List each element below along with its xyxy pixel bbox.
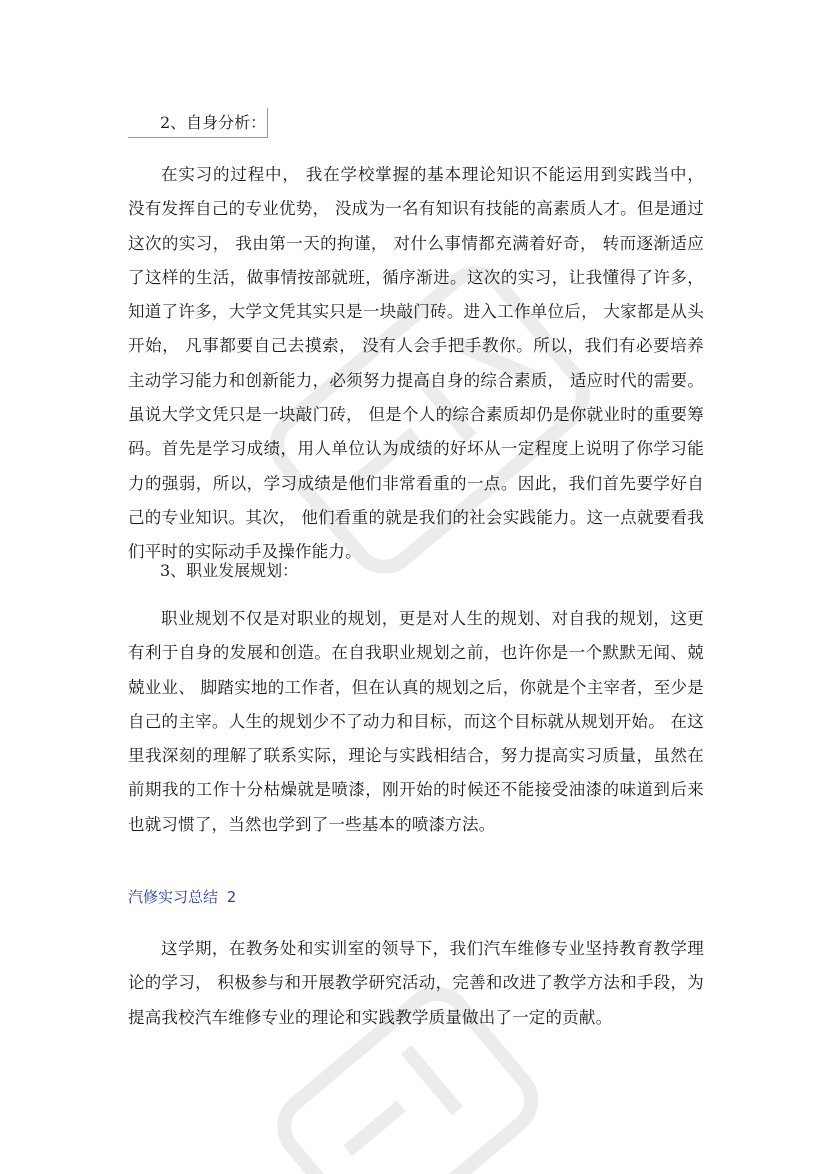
- section-heading-career-planning: 3、职业发展规划：: [160, 561, 299, 580]
- career-planning-paragraph: 职业规划不仅是对职业的规划，更是对人生的规划、对自我的规划，这更有利于自身的发展和创造。在自我职业规划之前，也许你是一个默默无闻、兢兢业业、 脚踏实地的工作者，但在认真的规划之后，你就是个主宰者，至少是自己的主宰。人生的规划少不了动力和目标，而这个目标就从规划开始。 在这里我深刻的理解了联系实际，理论与实践相结合，努力提高实习质量，虽然在前期我的工作十分枯燥就是喷漆，刚开始的时候还不能接受油漆的味道到后来也就习惯了，当然也学到了一些基本的喷漆方法。: [128, 609, 704, 834]
- summary-2-paragraph: 这学期，在教务处和实训室的领导下，我们汽车维修专业坚持教育教学理论的学习， 积极参与和开展教学研究活动，完善和改进了教学方法和手段，为提高我校汽车维修专业的理论和实践教学质量做出了一定的贡献。: [128, 939, 704, 1027]
- self-analysis-paragraph: 在实习的过程中， 我在学校掌握的基本理论知识不能运用到实践当中， 没有发挥自己的专业优势， 没成为一名有知识有技能的高素质人才。但是通过这次的实习， 我由第一天的拘谨， 对什么事情都充满着好奇， 转而逐渐适应了这样的生活，做事情按部就班，循序渐进。这次的实习，让我懂得了许多，知道了许多，大学文凭其实只是一块敲门砖。进入工作单位后， 大家都是从头开始， 凡事都要自己去摸索， 没有人会手把手教你。所以，我们有必要培养主动学习能力和创新能力，必须努力提高自身的综合素质， 适应时代的需要。 虽说大学文凭只是一块敲门砖， 但是个人的综合素质却仍是你就业时的重要筹码。首先是学习成绩，用人单位认为成绩的好坏从一定程度上说明了你学习能力的强弱，所以，学习成绩是他们非常看重的一点。因此，我们首先要学好自己的专业知识。其次， 他们看重的就是我们的社会实践能力。这一点就要看我们平时的实际动手及操作能力。: [128, 165, 704, 562]
- summary-2-title: 汽修实习总结 2: [128, 888, 237, 906]
- section-heading-self-analysis: 2、自身分析：: [128, 108, 268, 138]
